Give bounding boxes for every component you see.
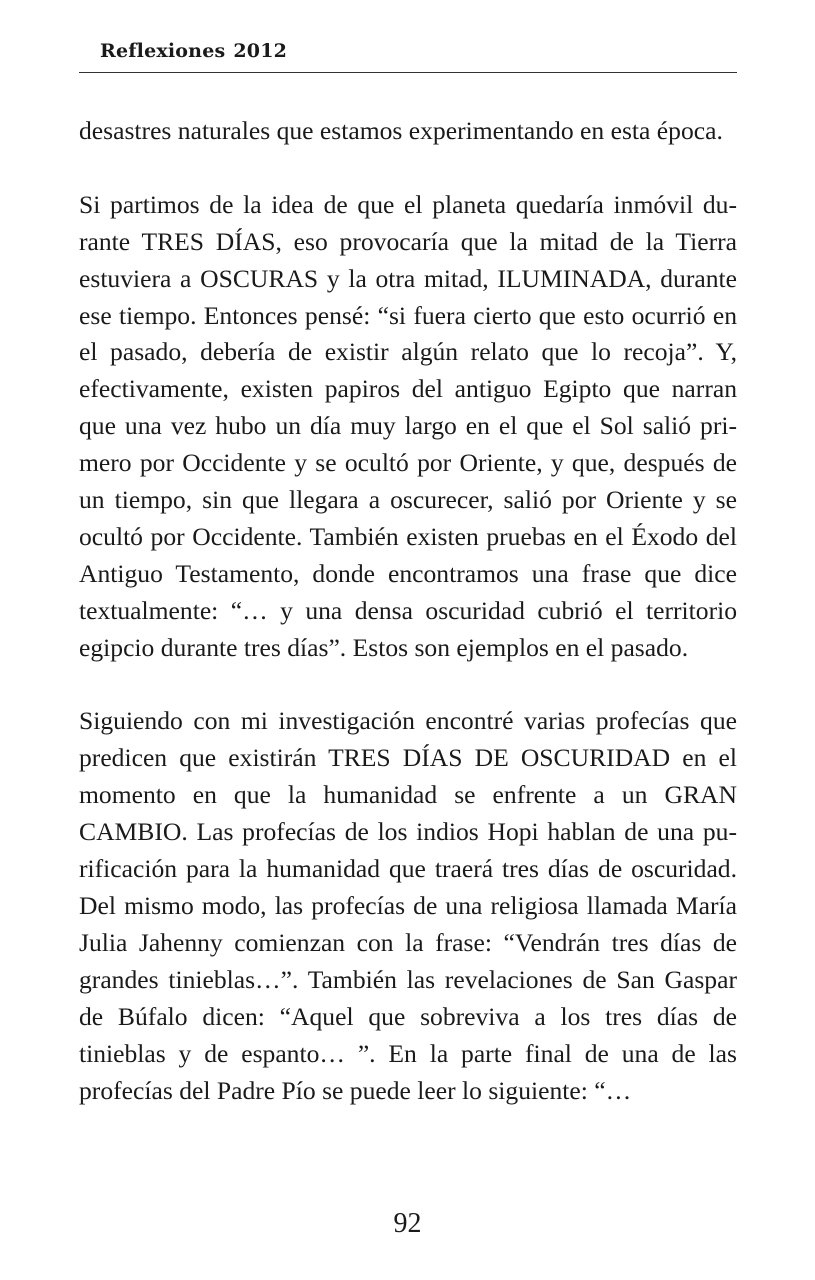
header-year: 2012 (233, 40, 288, 62)
running-header (79, 38, 737, 73)
page-number: 92 (393, 1208, 422, 1239)
header-title (100, 40, 287, 62)
paragraph: Siguiendo con mi investigación encontré varias profecías que predicen que existirán TRES DÍAS DE OSCURIDAD en el momento en que la humanidad se enfrente a un GRAN CAMBIO. Las profecías de los indios Hopi hablan de una purificación para la humanidad que traerá tres días de oscuridad. Del mismo modo, las profecías de una religiosa llamada María Julia Jahenny comienzan con la frase: “Vendrán tres días de grandes tinieblas…”. También las revelaciones de San Gaspar de Búfalo dicen: “Aquel que sobreviva a los tres días de tinieblas y de espanto… ”. En la parte final de una de las profecías del Padre Pío se puede leer lo siguiente: “… (79, 706, 737, 1105)
header-book-title: Reflexiones (100, 40, 226, 62)
paragraph: desastres naturales que estamos experimentando en esta época. (79, 116, 723, 145)
paragraph: Si partimos de la idea de que el planeta quedaría inmóvil durante TRES DÍAS, eso provocaría que la mitad de la Tierra estuviera a OSCURAS y la otra mitad, ILUMINADA, durante ese tiempo. Entonces pensé: “si fuera cierto que esto ocurrió en el pasado, debería de existir algún relato que lo recoja”. Y, efectivamente, existen papiros del antiguo Egipto que narran que una vez hubo un día muy largo en el que el Sol salió primero por Occidente y se ocultó por Oriente, y que, después de un tiempo, sin que llegara a oscurecer, salió por Oriente y se ocultó por Occidente. También existen pruebas en el Éxodo del Antiguo Testamento, donde encontramos una frase que dice textualmente: “… y una densa oscuridad cubrió el territorio egipcio durante tres días”. Estos son ejemplos en el pasado. (79, 189, 737, 662)
body-text (79, 113, 737, 1109)
